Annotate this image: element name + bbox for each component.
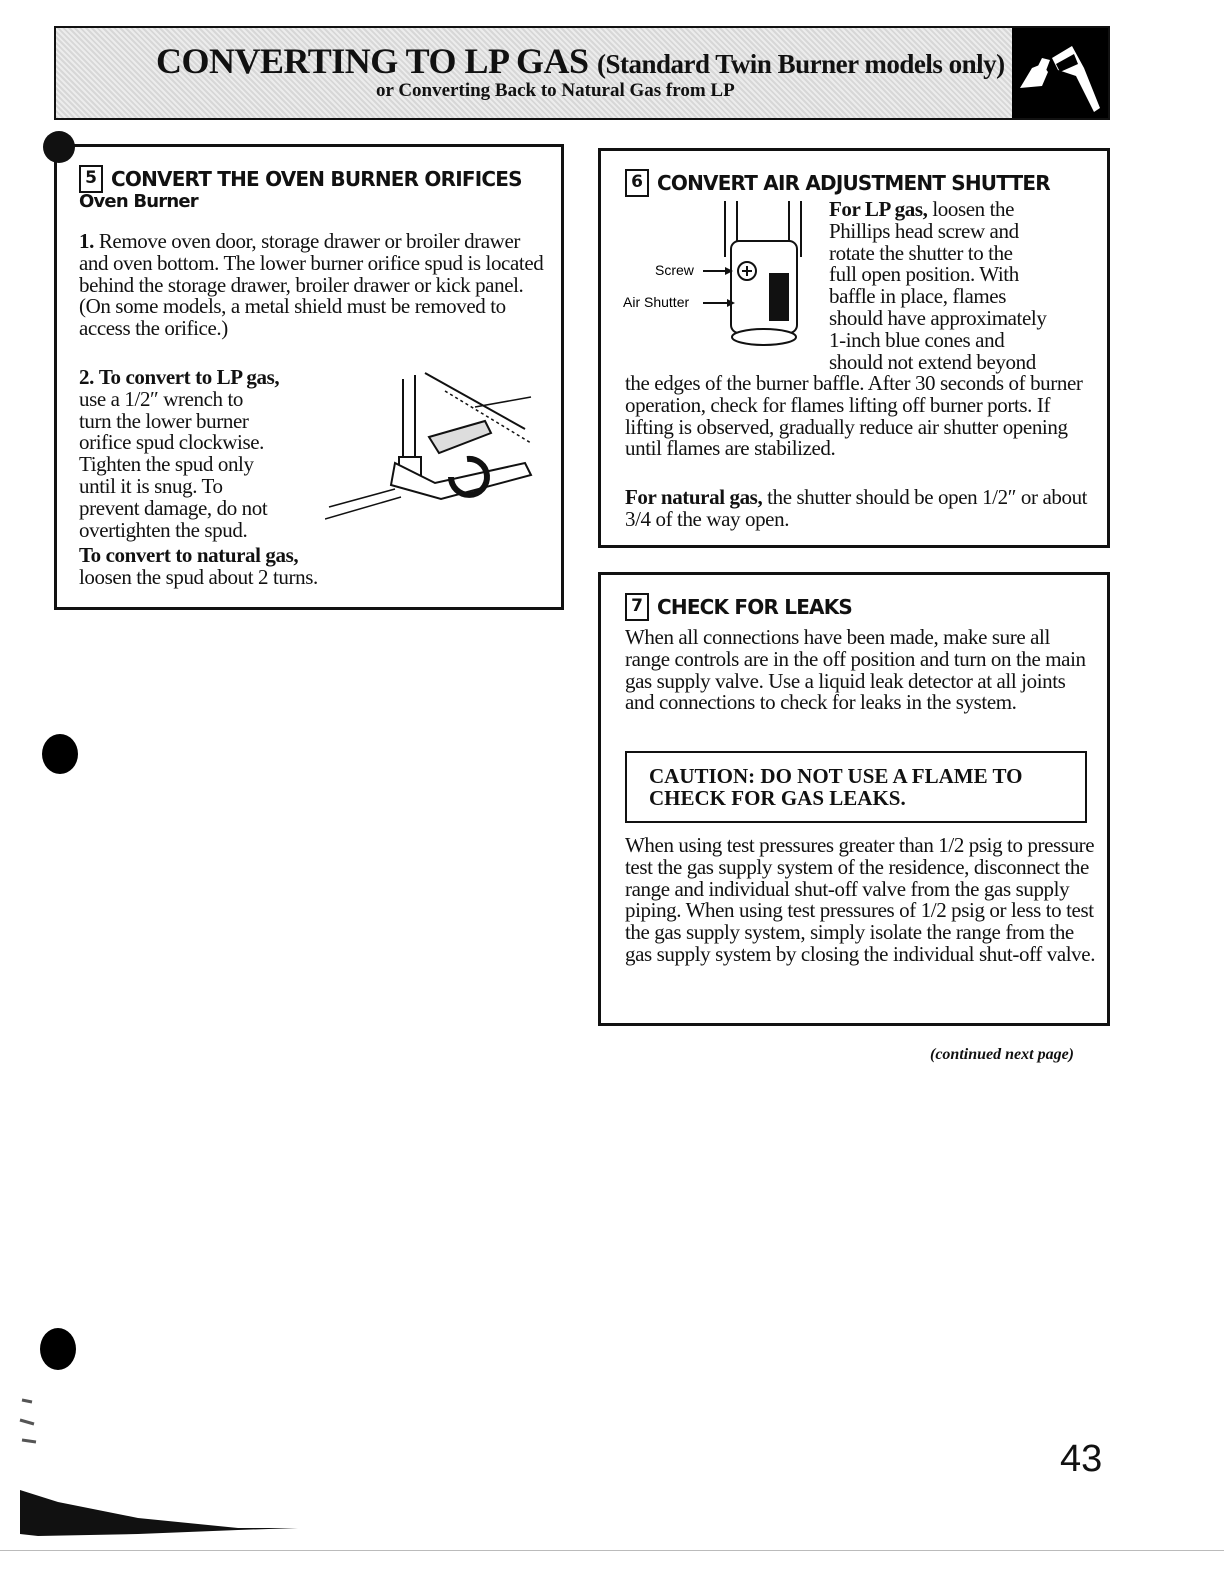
step7-heading (625, 593, 852, 621)
page-bottom-rule (0, 1550, 1224, 1551)
step6-lp-line: rotate the shutter to the (829, 240, 1013, 265)
step6-title: CONVERT AIR ADJUSTMENT SHUTTER (657, 171, 1050, 195)
step6-lp-line: loosen the (932, 197, 1015, 221)
air-shutter-label: Air Shutter (623, 294, 690, 310)
step6-lp (829, 199, 1099, 373)
step7-para1: When all connections have been made, make sure all range controls are in the off position and turn on the main gas supply valve. Use a liquid leak detector at all joints and connections to check for leaks in the system. (625, 625, 1086, 715)
step5-item2 (79, 367, 359, 541)
step7-para2: When using test pressures greater than 1/2 psig to pressure test the gas supply system of the residence, disconnect the range and individual shut-off valve from the gas supply piping. When using test pressures of 1/2 psig or less to test the gas supply system, simply isolate the range from the gas supply system by closing the individual shut-off valve. (625, 833, 1096, 966)
step5-item2-num: 2. (79, 365, 94, 389)
scan-edge-mark (18, 1390, 318, 1540)
step6-lp-line: full open position. With (829, 262, 1019, 287)
step5-title: CONVERT THE OVEN BURNER ORIFICES (111, 167, 522, 191)
page-title: CONVERTING TO LP GAS (Standard Twin Burner models only) (156, 41, 1005, 81)
step7-panel (598, 572, 1110, 1026)
step5-natural-text: loosen the spud about 2 turns. (79, 564, 318, 589)
step6-panel (598, 148, 1110, 548)
air-shutter-illustration (621, 197, 827, 353)
step6-lp-line: 1-inch blue cones and (829, 327, 1005, 352)
caution-box: CAUTION: DO NOT USE A FLAME TO CHECK FOR GAS LEAKS. (625, 751, 1087, 823)
binder-hole-icon (43, 131, 75, 163)
step5-item2-line: use a 1/2″ wrench to (79, 386, 244, 411)
step5-panel (54, 144, 564, 610)
step7-number: 7 (625, 593, 649, 621)
step5-item2-line: until it is snug. To (79, 473, 223, 498)
step5-natural (79, 545, 539, 589)
hand-wrench-icon (1012, 28, 1108, 118)
wrench-spud-illustration (325, 367, 537, 527)
page-subtitle: or Converting Back to Natural Gas from LP (376, 80, 735, 101)
step5-item1 (79, 231, 547, 340)
step5-item1-num: 1. (79, 229, 94, 253)
step6-natural-bold: For natural gas, (625, 485, 763, 509)
step6-lp-line: should have approximately (829, 305, 1047, 330)
step7-title: CHECK FOR LEAKS (657, 595, 853, 619)
continued-note: (continued next page) (930, 1046, 1074, 1063)
step6-lp-bold: For LP gas, (829, 197, 928, 221)
step5-item2-line: prevent damage, do not (79, 495, 268, 520)
binder-hole-icon (40, 1328, 76, 1370)
step5-item2-line: Tighten the spud only (79, 452, 254, 477)
step5-number: 5 (79, 165, 103, 193)
step6-heading (625, 169, 1050, 197)
page-title-scope: (Standard Twin Burner models only) (597, 49, 1005, 79)
step6-lp-line: should not extend beyond (829, 349, 1036, 374)
step5-heading (79, 165, 522, 193)
step5-item2-line: turn the lower burner (79, 408, 249, 433)
page-banner (54, 26, 1110, 120)
step6-lp-rest: the edges of the burner baffle. After 30 seconds of burner operation, check for flames lifting off burner ports. If lifting is observed, gradually reduce air shutter opening until flames are stabilized. (625, 371, 1083, 461)
step5-item2-bold: To convert to LP gas, (98, 365, 280, 389)
screw-label: Screw (655, 262, 694, 278)
step6-number: 6 (625, 169, 649, 197)
step5-subhead: Oven Burner (79, 191, 198, 212)
step5-item2-line: orifice spud clockwise. (79, 430, 264, 455)
step5-natural-bold: To convert to natural gas, (79, 543, 299, 567)
step6-natural-text: the shutter should be open 1/2″ or about 3/4 of the way open. (625, 485, 1088, 531)
step6-natural (625, 487, 1089, 531)
page-number: 43 (1060, 1438, 1103, 1480)
step6-lp-line: Phillips head screw and (829, 218, 1019, 243)
step6-lp-line: baffle in place, flames (829, 284, 1006, 309)
step5-item2-line: overtighten the spud. (79, 517, 248, 542)
step5-item1-text: Remove oven door, storage drawer or broiler drawer and oven bottom. The lower burner orifice spud is located behind the storage drawer, broiler drawer or kick panel. (On some models, a metal shield must be removed to access the orifice.) (79, 229, 544, 341)
binder-hole-icon (42, 734, 78, 774)
